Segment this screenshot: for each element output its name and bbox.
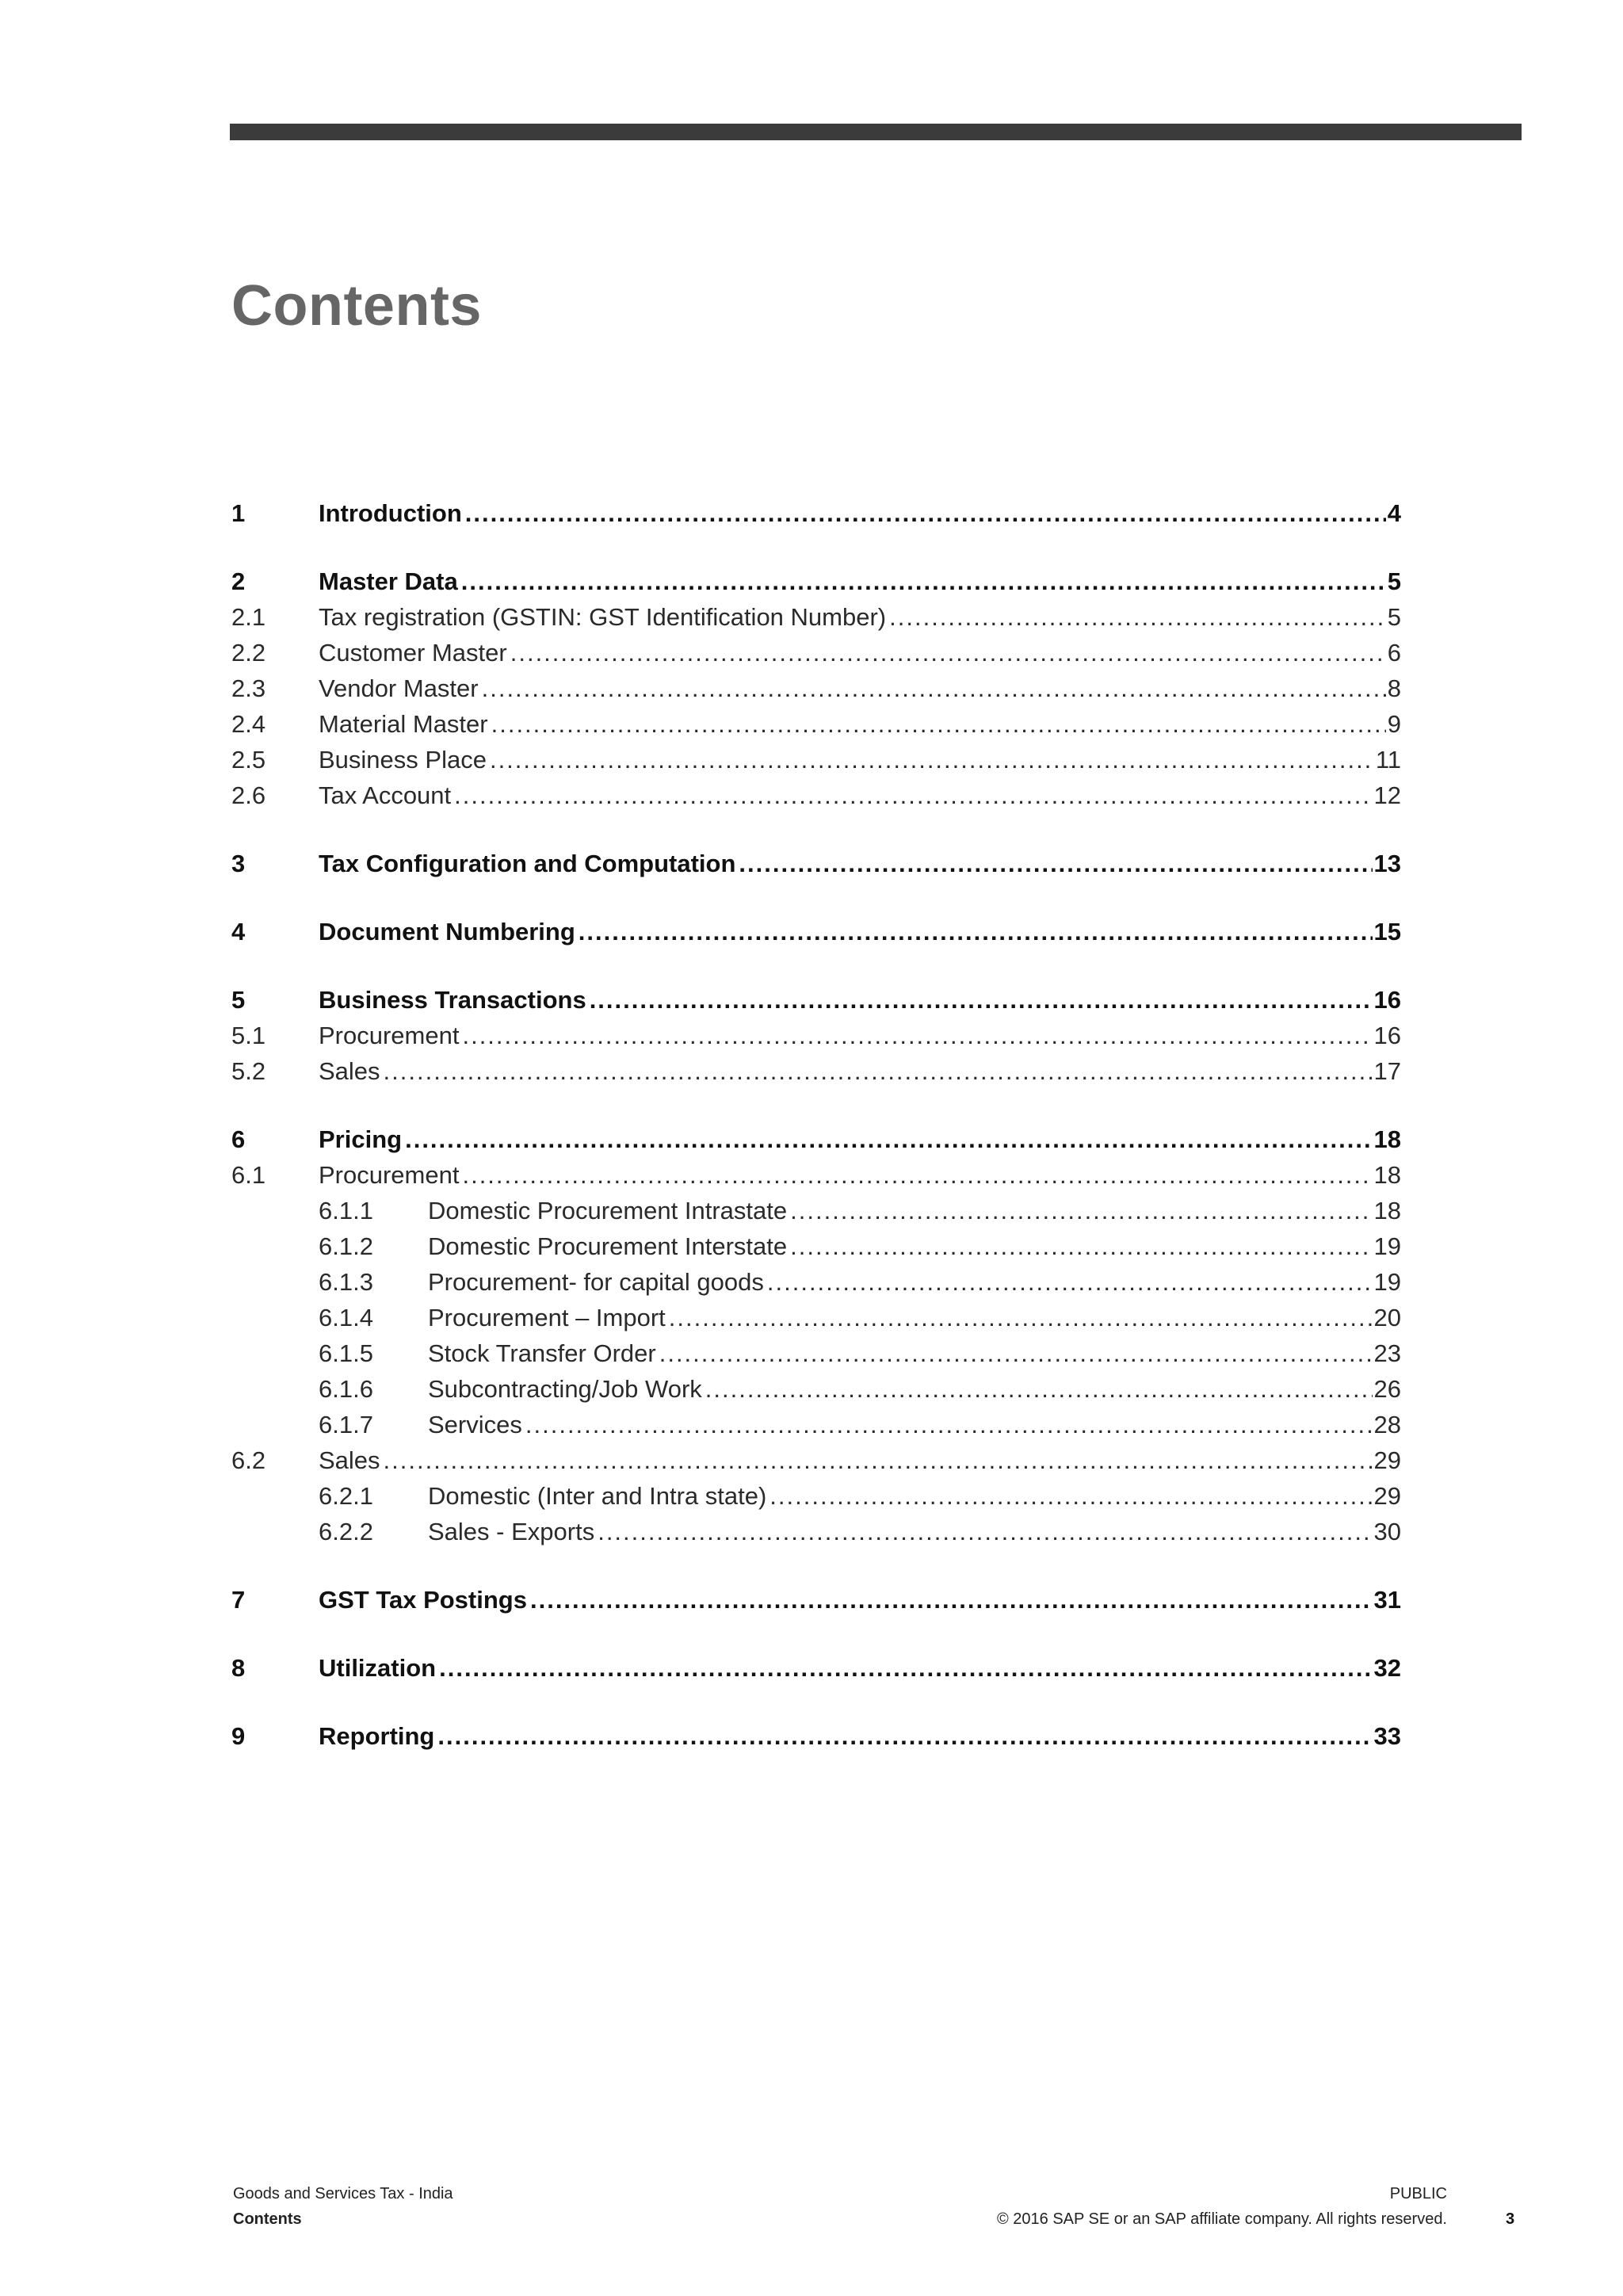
toc-dot-leader: [462, 1157, 1372, 1193]
toc-entry-number: 6: [231, 1125, 246, 1153]
toc-dot-leader: [659, 1335, 1373, 1371]
toc-entry[interactable]: [231, 1228, 1401, 1264]
toc-entry[interactable]: [231, 914, 1401, 949]
toc-entry[interactable]: [231, 1478, 1401, 1514]
toc-entry-label: Domestic Procurement Intrastate: [428, 1197, 788, 1224]
toc-dot-leader: [530, 1582, 1373, 1618]
toc-dot-leader: [767, 1264, 1373, 1300]
page-title: Contents: [231, 274, 482, 338]
toc-entry-label: Stock Transfer Order: [428, 1339, 656, 1367]
toc-entry-number: 6.1.1: [319, 1197, 373, 1224]
toc-entry-number: 5.2: [231, 1057, 266, 1085]
toc-dot-leader: [465, 495, 1386, 531]
toc-dot-leader: [769, 1478, 1372, 1514]
footer-left: [233, 2181, 453, 2232]
toc-dot-leader: [590, 982, 1373, 1018]
toc-entry-page: 11: [1375, 746, 1401, 774]
toc-entry-number: 6.2.2: [319, 1518, 373, 1545]
footer-document-title: Goods and Services Tax - India: [233, 2185, 453, 2202]
toc-entry-page: 18: [1373, 1161, 1401, 1189]
toc-entry-number: 2.5: [231, 746, 266, 774]
toc-entry-label: Utilization: [319, 1654, 437, 1682]
toc-entry[interactable]: [231, 1514, 1401, 1549]
toc-dot-leader: [405, 1121, 1372, 1157]
toc-entry-label: Subcontracting/Job Work: [428, 1375, 702, 1403]
toc-dot-leader: [790, 1228, 1372, 1264]
toc-entry-label: Material Master: [319, 710, 488, 738]
toc-entry-number: 2.6: [231, 781, 266, 809]
toc-entry-label: Introduction: [319, 499, 462, 527]
toc-dot-leader: [384, 1442, 1373, 1478]
toc-entry[interactable]: [231, 1650, 1401, 1686]
header-bar: [230, 124, 1522, 140]
toc-entry-page: 13: [1373, 850, 1401, 877]
toc-entry[interactable]: [231, 1335, 1401, 1371]
toc-entry-number: 6.1.2: [319, 1232, 373, 1260]
toc-entry-number: 6.1.6: [319, 1375, 373, 1403]
toc-entry-page: 15: [1373, 918, 1401, 946]
toc-entry-page: 16: [1373, 1022, 1401, 1049]
toc-entry-page: 29: [1373, 1446, 1401, 1474]
toc-entry-label: Document Numbering: [319, 918, 575, 946]
toc-entry-label: Procurement – Import: [428, 1304, 666, 1331]
toc-entry[interactable]: [231, 599, 1401, 635]
toc-entry-page: 33: [1373, 1722, 1401, 1750]
toc-entry[interactable]: [231, 1407, 1401, 1442]
toc-dot-leader: [598, 1514, 1372, 1549]
toc-entry-label: Business Place: [319, 746, 487, 774]
toc-entry-label: Tax Configuration and Computation: [319, 850, 736, 877]
toc-dot-leader: [461, 563, 1386, 599]
toc-entry-number: 1: [231, 499, 246, 527]
toc-entry-label: Procurement: [319, 1161, 460, 1189]
toc-entry-number: 6.2.1: [319, 1482, 373, 1510]
toc-entry-page: 5: [1387, 567, 1401, 595]
toc-entry-label: Procurement- for capital goods: [428, 1268, 764, 1296]
toc-entry-page: 16: [1373, 986, 1401, 1014]
toc-entry-label: Vendor Master: [319, 674, 479, 702]
toc-entry[interactable]: [231, 1371, 1401, 1407]
toc-entry[interactable]: [231, 1582, 1401, 1618]
toc-entry-number: 6.1.7: [319, 1411, 373, 1438]
toc-entry-page: 29: [1373, 1482, 1401, 1510]
toc-entry[interactable]: [231, 563, 1401, 599]
toc-entry[interactable]: [231, 1157, 1401, 1193]
toc-entry-label: Customer Master: [319, 639, 507, 667]
toc-entry[interactable]: [231, 1053, 1401, 1089]
toc-entry-number: 2.2: [231, 639, 266, 667]
toc-entry-page: 30: [1373, 1518, 1401, 1545]
toc-entry-number: 5.1: [231, 1022, 266, 1049]
toc-entry-page: 20: [1373, 1304, 1401, 1331]
toc-entry-page: 23: [1373, 1339, 1401, 1367]
toc-dot-leader: [510, 635, 1386, 670]
toc-entry-page: 31: [1373, 1586, 1401, 1614]
toc-entry-label: Domestic Procurement Interstate: [428, 1232, 788, 1260]
toc-entry-label: GST Tax Postings: [319, 1586, 527, 1614]
toc-entry-page: 4: [1387, 499, 1401, 527]
footer-section-name: Contents: [233, 2210, 302, 2228]
toc-entry-number: 9: [231, 1722, 246, 1750]
toc-entry[interactable]: [231, 635, 1401, 670]
toc-dot-leader: [739, 846, 1372, 881]
toc-entry-label: Procurement: [319, 1022, 460, 1049]
toc-dot-leader: [437, 1718, 1372, 1754]
toc-entry-number: 3: [231, 850, 246, 877]
toc-entry-page: 8: [1387, 674, 1401, 702]
toc-entry-page: 19: [1373, 1232, 1401, 1260]
toc-entry-page: 6: [1387, 639, 1401, 667]
toc-entry-page: 18: [1373, 1197, 1401, 1224]
toc-dot-leader: [482, 670, 1386, 706]
toc-entry-label: Sales: [319, 1446, 380, 1474]
toc-entry-number: 6.1.4: [319, 1304, 373, 1331]
toc-entry-number: 4: [231, 918, 246, 946]
toc-entry-number: 2.4: [231, 710, 266, 738]
toc-entry-label: Tax Account: [319, 781, 452, 809]
toc-entry-page: 12: [1373, 781, 1401, 809]
toc-dot-leader: [439, 1650, 1372, 1686]
toc-dot-leader: [454, 777, 1372, 813]
toc-entry-label: Sales - Exports: [428, 1518, 595, 1545]
toc-entry-page: 18: [1373, 1125, 1401, 1153]
toc-dot-leader: [525, 1407, 1373, 1442]
toc-entry-page: 17: [1373, 1057, 1401, 1085]
footer-copyright: © 2016 SAP SE or an SAP affiliate company. All rights reserved.: [996, 2210, 1447, 2228]
toc-entry[interactable]: [231, 1193, 1401, 1228]
footer-classification: PUBLIC: [1389, 2185, 1447, 2202]
toc-entry[interactable]: [231, 846, 1401, 881]
toc-entry-number: 6.1.3: [319, 1268, 373, 1296]
toc-entry[interactable]: [231, 1018, 1401, 1053]
toc-dot-leader: [384, 1053, 1373, 1089]
toc-entry-page: 28: [1373, 1411, 1401, 1438]
toc-dot-leader: [579, 914, 1373, 949]
toc-entry[interactable]: [231, 982, 1401, 1018]
toc-entry-number: 6.1.5: [319, 1339, 373, 1367]
toc-entry[interactable]: [231, 1442, 1401, 1478]
toc-entry-label: Pricing: [319, 1125, 403, 1153]
toc-dot-leader: [490, 742, 1374, 777]
toc-entry-number: 2.3: [231, 674, 266, 702]
toc-entry-number: 5: [231, 986, 246, 1014]
toc-dot-leader: [790, 1193, 1372, 1228]
toc-entry-page: 32: [1373, 1654, 1401, 1682]
toc-dot-leader: [462, 1018, 1372, 1053]
toc-entry[interactable]: [231, 1718, 1401, 1754]
toc-entry-number: 6.1: [231, 1161, 266, 1189]
toc-dot-leader: [705, 1371, 1373, 1407]
toc-entry-number: 2.1: [231, 603, 266, 631]
toc-entry-label: Domestic (Inter and Intra state): [428, 1482, 767, 1510]
page-number: 3: [1506, 2210, 1515, 2228]
toc-entry-page: 19: [1373, 1268, 1401, 1296]
toc-entry[interactable]: [231, 1264, 1401, 1300]
toc-dot-leader: [669, 1300, 1373, 1335]
toc-entry-label: Sales: [319, 1057, 380, 1085]
toc-entry-number: 7: [231, 1586, 246, 1614]
toc-entry-page: 9: [1387, 710, 1401, 738]
toc-entry-number: 8: [231, 1654, 246, 1682]
toc-entry[interactable]: [231, 1121, 1401, 1157]
toc-dot-leader: [491, 706, 1386, 742]
toc-entry-number: 2: [231, 567, 246, 595]
toc-dot-leader: [889, 599, 1386, 635]
toc-entry-page: 26: [1373, 1375, 1401, 1403]
toc-entry[interactable]: [231, 706, 1401, 742]
toc-entry-label: Tax registration (GSTIN: GST Identification Number): [319, 603, 887, 631]
toc-entry-page: 5: [1387, 603, 1401, 631]
toc-entry[interactable]: [231, 777, 1401, 813]
footer-right: [997, 2181, 1447, 2232]
toc-entry[interactable]: [231, 1300, 1401, 1335]
toc-entry-number: 6.2: [231, 1446, 266, 1474]
toc-entry-label: Services: [428, 1411, 522, 1438]
toc-entry[interactable]: [231, 495, 1401, 531]
toc-entry-label: Reporting: [319, 1722, 435, 1750]
table-of-contents: [231, 495, 1401, 1754]
toc-entry[interactable]: [231, 670, 1401, 706]
toc-entry-label: Business Transactions: [319, 986, 586, 1014]
toc-entry-label: Master Data: [319, 567, 458, 595]
toc-entry[interactable]: [231, 742, 1401, 777]
